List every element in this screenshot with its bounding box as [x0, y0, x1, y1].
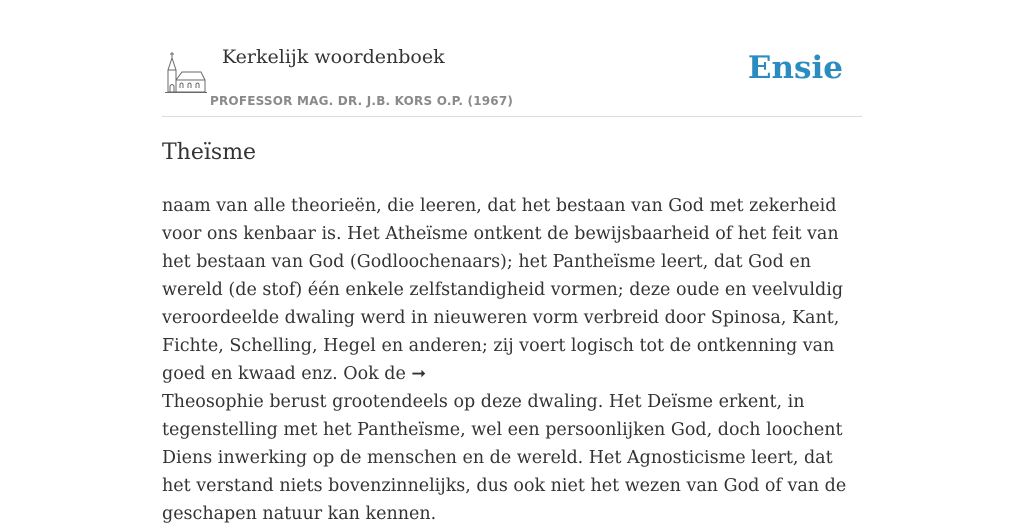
- arrow-right-icon: ➞: [411, 364, 427, 384]
- entry-paragraph: [162, 192, 862, 528]
- entry-body: [162, 192, 862, 528]
- theosophie-link[interactable]: Theosophie: [162, 392, 264, 412]
- entry-text-part-2: berust grootendeels op deze dwaling. Het Deïsme erkent, in tegenstelling met het Pantheïsme, wel een persoonlijken God, doch loochent Diens inwerking op de menschen en de wereld. Het Agnosticisme leert, dat het verstand niets bovenzinnelijks, dus ook niet het wezen van God of van de geschapen natuur kan kennen.: [162, 392, 847, 524]
- dictionary-title: Kerkelijk woordenboek: [222, 46, 445, 68]
- brand-logo-link[interactable]: Ensie: [747, 50, 843, 86]
- entry-text-part-1: naam van alle theorieën, die leeren, dat het bestaan van God met zekerheid voor ons kenbaar is. Het Atheïsme ontkent de bewijsbaarheid of het feit van het bestaan van God (Godloochenaars); het Pantheïsme leert, dat God en wereld (de stof) één enkele zelfstandigheid vormen; deze oude en veelvuldig veroordeelde dwaling werd in nieuweren vorm verbreid door Spinosa, Kant, Fichte, Schelling, Hegel en anderen; zij voert logisch tot de ontkenning van goed en kwaad enz. Ook de: [162, 196, 844, 384]
- entry-title: Theïsme: [162, 140, 257, 165]
- dictionary-header: [162, 40, 862, 117]
- church-icon: [165, 50, 207, 94]
- dictionary-author: PROFESSOR MAG. DR. J.B. KORS O.P. (1967): [210, 94, 514, 108]
